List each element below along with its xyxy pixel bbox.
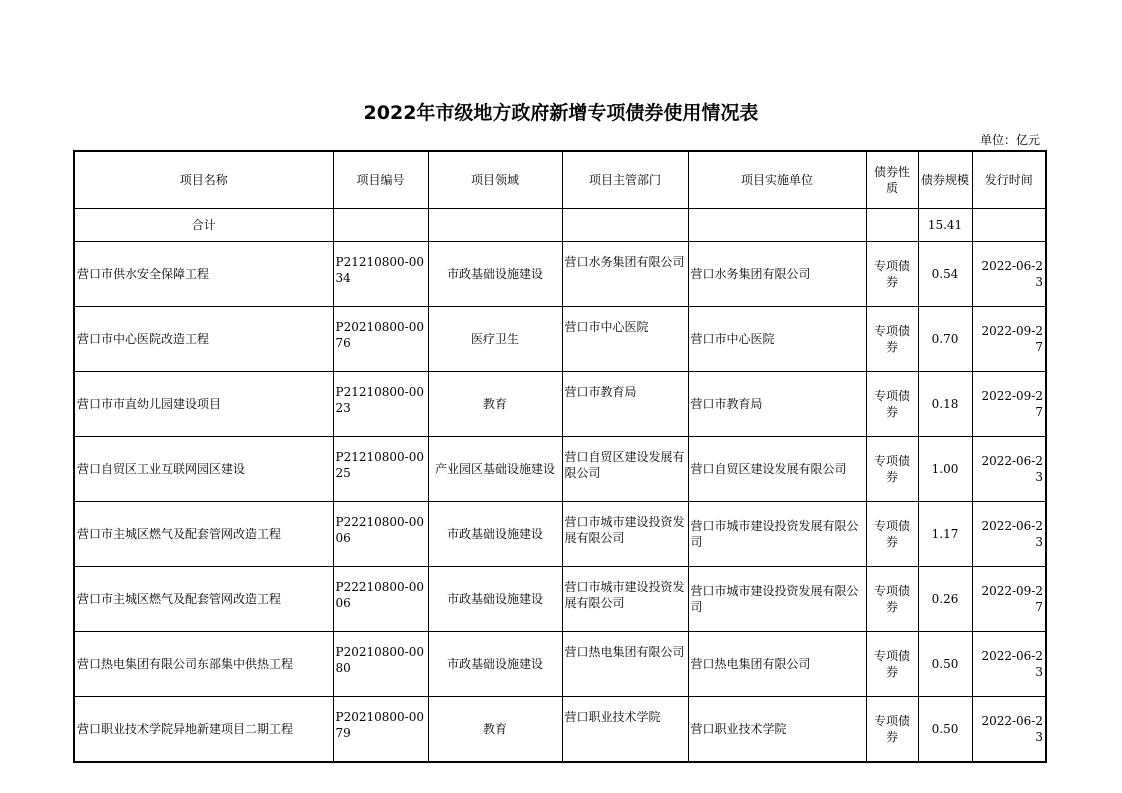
header-project-name: 项目名称: [74, 151, 333, 209]
project-dept-cell: 营口市教育局: [562, 372, 688, 437]
total-empty-cell: [562, 209, 688, 242]
issue-date-cell: 2022-06-23: [972, 632, 1046, 697]
header-project-unit: 项目实施单位: [688, 151, 866, 209]
bond-type-cell: 专项债券: [866, 307, 918, 372]
table-row: [74, 242, 1046, 307]
project-unit-cell: 营口职业技术学院: [688, 697, 866, 763]
bond-amount-cell: 0.54: [918, 242, 972, 307]
table-row: [74, 307, 1046, 372]
project-dept-cell: 营口市城市建设投资发展有限公司: [562, 502, 688, 567]
project-unit-cell: 营口市中心医院: [688, 307, 866, 372]
issue-date-cell: 2022-06-23: [972, 242, 1046, 307]
project-dept-cell: 营口市城市建设投资发展有限公司: [562, 567, 688, 632]
project-field-cell: 市政基础设施建设: [428, 242, 562, 307]
project-code-cell: P21210800-0023: [333, 372, 428, 437]
bond-amount-cell: 0.70: [918, 307, 972, 372]
issue-date-cell: 2022-09-27: [972, 372, 1046, 437]
project-name-cell: 营口市中心医院改造工程: [74, 307, 333, 372]
header-bond-amount: 债券规模: [918, 151, 972, 209]
bond-amount-cell: 0.18: [918, 372, 972, 437]
project-code-cell: P20210800-0080: [333, 632, 428, 697]
table-row: [74, 502, 1046, 567]
total-amount: 15.41: [918, 209, 972, 242]
unit-label: 单位：亿元: [979, 133, 1040, 147]
bond-type-cell: 专项债券: [866, 242, 918, 307]
header-project-dept: 项目主管部门: [562, 151, 688, 209]
header-project-code: 项目编号: [333, 151, 428, 209]
project-field-cell: 产业园区基础设施建设: [428, 437, 562, 502]
project-dept-cell: 营口水务集团有限公司: [562, 242, 688, 307]
project-field-cell: 教育: [428, 697, 562, 763]
total-empty-cell: [428, 209, 562, 242]
project-code-cell: P21210800-0025: [333, 437, 428, 502]
project-field-cell: 市政基础设施建设: [428, 567, 562, 632]
bond-amount-cell: 0.50: [918, 697, 972, 763]
project-code-cell: P20210800-0076: [333, 307, 428, 372]
project-name-cell: 营口市供水安全保障工程: [74, 242, 333, 307]
total-empty-cell: [866, 209, 918, 242]
table-row: [74, 697, 1046, 763]
project-unit-cell: 营口热电集团有限公司: [688, 632, 866, 697]
project-field-cell: 教育: [428, 372, 562, 437]
project-unit-cell: 营口市城市建设投资发展有限公司: [688, 502, 866, 567]
issue-date-cell: 2022-06-23: [972, 697, 1046, 763]
total-row: [74, 209, 1046, 242]
project-dept-cell: 营口职业技术学院: [562, 697, 688, 763]
table-row: [74, 632, 1046, 697]
project-dept-cell: 营口自贸区建设发展有限公司: [562, 437, 688, 502]
header-issue-date: 发行时间: [972, 151, 1046, 209]
bond-table: [73, 150, 1047, 763]
project-code-cell: P20210800-0079: [333, 697, 428, 763]
bond-amount-cell: 1.00: [918, 437, 972, 502]
project-dept-cell: 营口市中心医院: [562, 307, 688, 372]
project-unit-cell: 营口市教育局: [688, 372, 866, 437]
bond-amount-cell: 0.50: [918, 632, 972, 697]
table-row: [74, 437, 1046, 502]
bond-type-cell: 专项债券: [866, 372, 918, 437]
issue-date-cell: 2022-09-27: [972, 567, 1046, 632]
project-dept-cell: 营口热电集团有限公司: [562, 632, 688, 697]
total-empty-cell: [333, 209, 428, 242]
project-name-cell: 营口职业技术学院异地新建项目二期工程: [74, 697, 333, 763]
page-title: 2022年市级地方政府新增专项债券使用情况表: [363, 102, 759, 124]
issue-date-cell: 2022-06-23: [972, 437, 1046, 502]
bond-type-cell: 专项债券: [866, 502, 918, 567]
bond-type-cell: 专项债券: [866, 697, 918, 763]
issue-date-cell: 2022-06-23: [972, 502, 1046, 567]
header-project-field: 项目领域: [428, 151, 562, 209]
project-field-cell: 医疗卫生: [428, 307, 562, 372]
bond-amount-cell: 0.26: [918, 567, 972, 632]
project-name-cell: 营口市市直幼儿园建设项目: [74, 372, 333, 437]
project-name-cell: 营口市主城区燃气及配套管网改造工程: [74, 567, 333, 632]
bond-amount-cell: 1.17: [918, 502, 972, 567]
table-row: [74, 372, 1046, 437]
table-row: [74, 567, 1046, 632]
project-field-cell: 市政基础设施建设: [428, 502, 562, 567]
project-code-cell: P22210800-0006: [333, 567, 428, 632]
table-header-row: [74, 151, 1046, 209]
issue-date-cell: 2022-09-27: [972, 307, 1046, 372]
header-bond-type: 债券性质: [866, 151, 918, 209]
project-unit-cell: 营口市城市建设投资发展有限公司: [688, 567, 866, 632]
project-code-cell: P21210800-0034: [333, 242, 428, 307]
bond-type-cell: 专项债券: [866, 567, 918, 632]
project-unit-cell: 营口自贸区建设发展有限公司: [688, 437, 866, 502]
total-empty-cell: [688, 209, 866, 242]
project-name-cell: 营口市主城区燃气及配套管网改造工程: [74, 502, 333, 567]
total-label: 合计: [74, 209, 333, 242]
bond-type-cell: 专项债券: [866, 437, 918, 502]
project-field-cell: 市政基础设施建设: [428, 632, 562, 697]
total-empty-cell: [972, 209, 1046, 242]
project-name-cell: 营口自贸区工业互联网园区建设: [74, 437, 333, 502]
project-unit-cell: 营口水务集团有限公司: [688, 242, 866, 307]
project-name-cell: 营口热电集团有限公司东部集中供热工程: [74, 632, 333, 697]
bond-type-cell: 专项债券: [866, 632, 918, 697]
project-code-cell: P22210800-0006: [333, 502, 428, 567]
